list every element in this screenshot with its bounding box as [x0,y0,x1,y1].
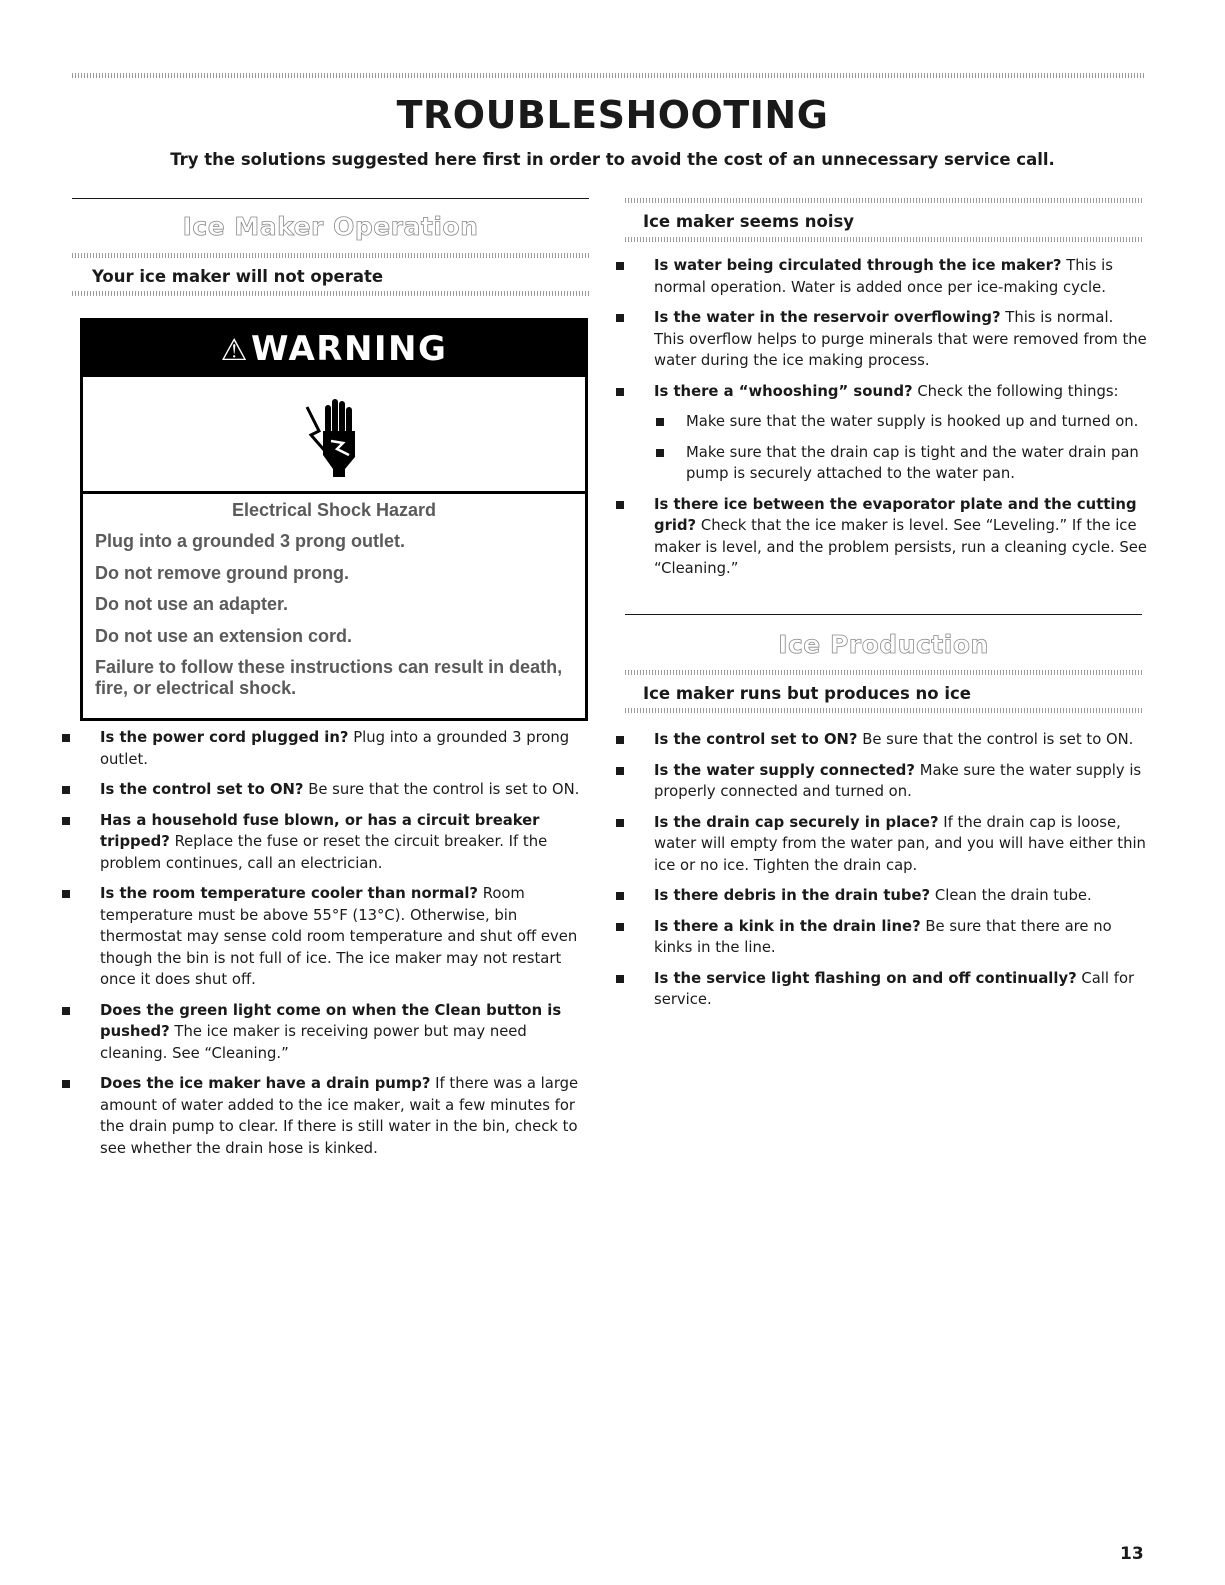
list-item [612,494,1147,580]
list-item [58,883,598,991]
answer-text: Be sure that the control is set to ON. [862,731,1134,748]
noisy-list [612,255,1147,589]
bullet-icon [616,975,624,983]
electrical-shock-icon [293,385,373,485]
sub-list [654,411,1147,485]
question-text: Is the drain cap securely in place? [654,813,939,831]
warning-banner [83,321,585,377]
page-subtitle: Try the solutions suggested here first in order to avoid the cost of an unnecessary service call. [170,150,1055,169]
left-heading-hatch-top [72,253,589,258]
warning-triangle-icon: ⚠ [220,333,249,368]
question-text: Is the room temperature cooler than normal? [100,885,478,902]
not-operate-list [58,727,598,1168]
list-item [612,381,1147,485]
list-item [58,1073,598,1159]
right-heading-hatch-top [625,198,1142,203]
warning-icon-area [83,377,585,494]
bullet-icon [616,388,624,396]
left-heading-hatch-bottom [72,291,589,296]
answer-text: If the drain cap is loose, water will empty from the water pan, and you will have either thin ice or no ice. Tighten the drain cap. [654,813,1146,874]
question-text: Does the green light come on when the Clean button is pushed? [100,1001,562,1040]
list-item [58,810,598,875]
sub-list-item [654,411,1147,433]
answer-text: Clean the drain tube. [934,887,1092,904]
bullet-icon [616,501,624,509]
list-item [612,812,1147,877]
bullet-icon [62,786,70,794]
bullet-icon [616,767,624,775]
warning-label: WARNING [250,329,448,369]
question-text: Is there debris in the drain tube? [654,887,931,904]
bullet-icon [616,736,624,744]
sub-list-item [654,442,1147,485]
section-title-ice-maker-operation: Ice Maker Operation [182,212,479,241]
production-heading-hatch-bottom [625,708,1142,713]
list-item [612,255,1147,298]
hazard-title: Electrical Shock Hazard [231,500,437,520]
problem-heading-not-operate: Your ice maker will not operate [92,267,384,286]
list-item [58,727,598,770]
question-text: Is the service light flashing on and off continually? [654,969,1077,987]
list-item [612,729,1147,751]
bullet-icon [62,1007,70,1015]
sub-item-text: Make sure that the water supply is hooked up and turned on. [686,413,1139,430]
list-item [612,307,1147,372]
question-text: Is there a “whooshing” sound? [654,382,913,400]
list-item [612,760,1147,803]
bullet-icon [62,734,70,742]
bullet-icon [616,314,624,322]
left-section-rule [72,198,589,199]
problem-heading-no-ice: Ice maker runs but produces no ice [643,684,972,703]
sub-item-text: Make sure that the drain cap is tight and the water drain pan pump is securely attached to the water pan. [686,443,1139,482]
answer-text: Call for service. [654,969,1135,1008]
question-text: Is there ice between the evaporator plate and the cutting grid? [654,495,1137,534]
answer-text: This is normal. This overflow helps to purge minerals that were removed from the water during the ice making process. [654,309,1147,369]
bullet-icon [616,819,624,827]
section-title-ice-production: Ice Production [778,630,989,659]
question-text: Is the control set to ON? [100,781,304,798]
list-item [58,1000,598,1065]
answer-text: Room temperature must be above 55°F (13°C). Otherwise, bin thermostat may sense cold room temperature and shut off even though the bin is not full of ice. The ice maker may not restart once it does shut off. [100,885,578,988]
question-text: Is the power cord plugged in? [100,729,349,746]
question-text: Is water being circulated through the ice maker? [654,257,1062,274]
answer-text: Replace the fuse or reset the circuit breaker. If the problem continues, call an electrician. [100,833,548,872]
warning-line: Plug into a grounded 3 prong outlet. [95,531,405,551]
list-item [612,916,1147,959]
list-item [58,779,598,801]
page-title: TROUBLESHOOTING [396,93,829,137]
right-section-rule [625,614,1142,615]
warning-line: Failure to follow these instructions can result in death, fire, or electrical shock. [95,657,563,698]
question-text: Does the ice maker have a drain pump? [100,1075,431,1092]
bullet-icon [616,892,624,900]
bullet-icon [62,890,70,898]
top-hatch-rule [72,73,1144,78]
answer-text: Be sure that the control is set to ON. [308,781,580,798]
warning-line: Do not use an adapter. [95,594,289,614]
problem-heading-noisy: Ice maker seems noisy [643,212,855,231]
warning-line: Do not use an extension cord. [95,626,353,646]
warning-box [80,318,588,721]
bullet-icon [656,449,664,457]
list-item [612,968,1147,1011]
answer-text: Check that the ice maker is level. See “Leveling.” If the ice maker is level, and the problem persists, run a cleaning cycle. See “Cleaning.” [654,517,1147,577]
list-item [612,885,1147,907]
right-heading-hatch-bottom [625,237,1142,242]
answer-text: If there was a large amount of water added to the ice maker, wait a few minutes for the drain pump to clear. If there is still water in the bin, check to see whether the drain hose is kinked. [100,1075,579,1157]
question-text: Is the water in the reservoir overflowing? [654,309,1001,326]
bullet-icon [62,1080,70,1088]
question-text: Has a household fuse blown, or has a circuit breaker tripped? [100,811,540,850]
bullet-icon [616,923,624,931]
answer-text: Plug into a grounded 3 prong outlet. [100,729,570,768]
answer-text: The ice maker is receiving power but may need cleaning. See “Cleaning.” [100,1023,527,1062]
question-text: Is the water supply connected? [654,761,915,779]
page-number: 13 [1120,1544,1144,1564]
bullet-icon [62,817,70,825]
bullet-icon [656,418,664,426]
warning-line: Do not remove ground prong. [95,563,349,583]
answer-text: Check the following things: [917,382,1119,400]
production-heading-hatch-top [625,670,1142,675]
question-text: Is there a kink in the drain line? [654,917,921,935]
no-ice-list [612,729,1147,1020]
answer-text: This is normal operation. Water is added once per ice-making cycle. [654,257,1113,296]
question-text: Is the control set to ON? [654,731,858,748]
answer-text: Be sure that there are no kinks in the line. [654,917,1112,956]
bullet-icon [616,262,624,270]
answer-text: Make sure the water supply is properly connected and turned on. [654,761,1142,800]
